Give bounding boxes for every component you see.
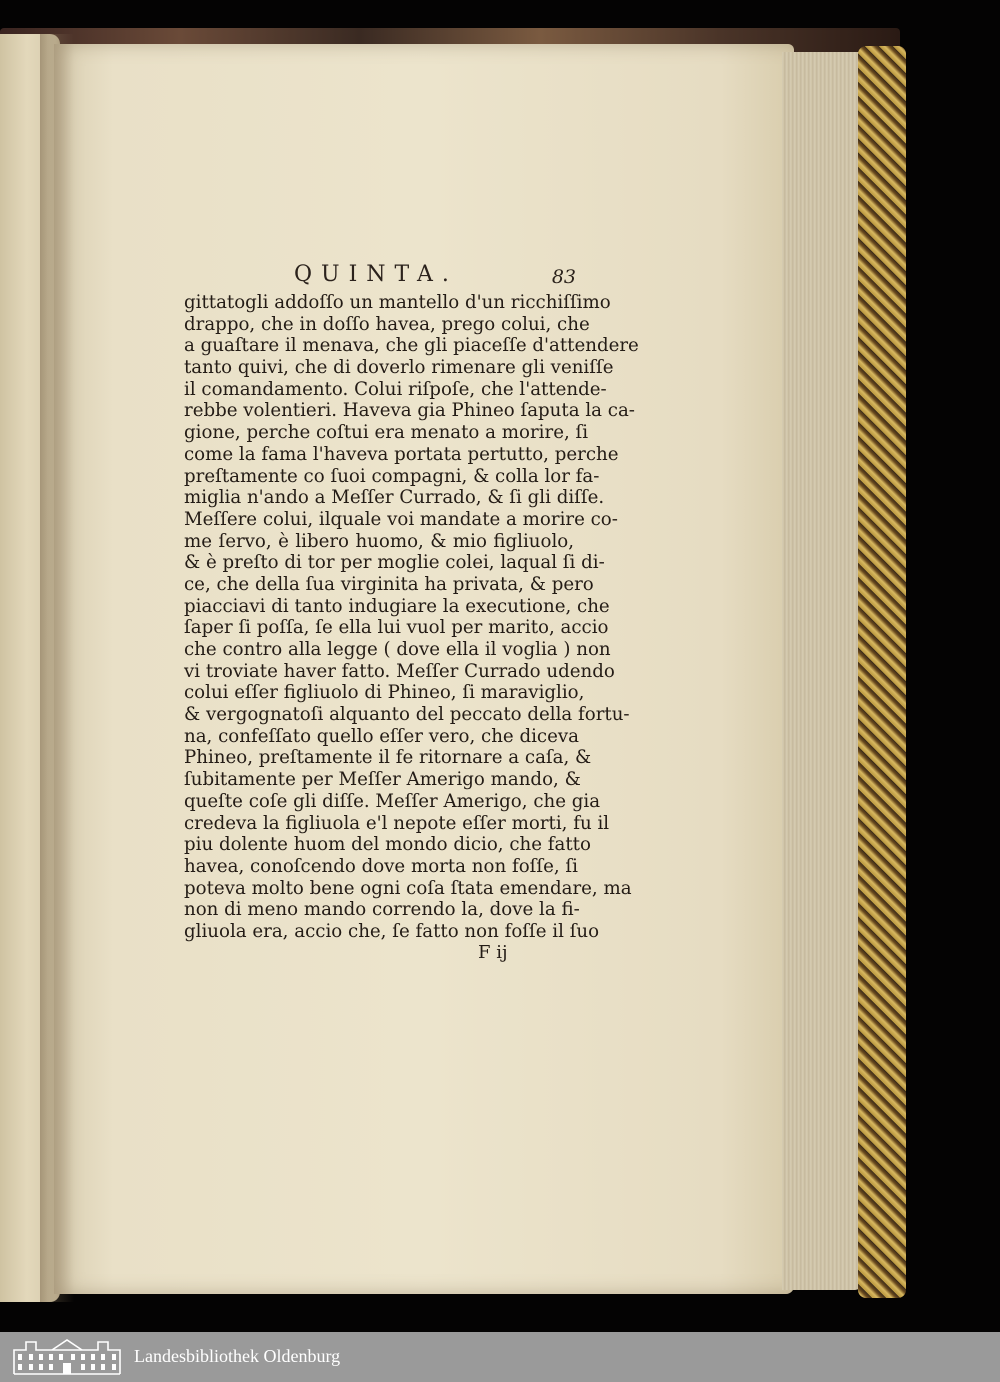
text-line: gliuola era, accio che, ſe fatto non foſſe il ſuo: [184, 920, 600, 942]
footer-bar: [0, 1332, 1000, 1382]
text-line: vi troviate haver fatto. Meſſer Currado udendo: [184, 660, 615, 682]
library-building-icon: [12, 1338, 122, 1376]
text-line: ſubitamente per Meſſer Amerigo mando, &: [184, 769, 581, 791]
body-text: [184, 292, 639, 943]
page-fore-edge: [782, 52, 864, 1290]
text-line: queſte coſe gli diſſe. Meſſer Amerigo, che gia: [184, 790, 601, 812]
text-line: poteva molto bene ogni coſa ſtata emendare, ma: [184, 877, 632, 899]
text-line: che contro alla legge ( dove ella il voglia ) non: [184, 639, 611, 660]
text-line: rebbe volentieri. Haveva gia Phineo ſaputa la ca-: [184, 400, 635, 422]
text-line: Phineo, preſtamente il fe ritornare a caſa, &: [184, 747, 592, 769]
text-line: ce, che della ſua virginita ha privata, & pero: [184, 573, 594, 595]
text-line: na, confeſſato quello eſſer vero, che diceva: [184, 725, 579, 747]
decorated-cover-edge: [858, 46, 906, 1298]
text-line: gione, perche coſtui era menato a morire, ſi: [184, 422, 589, 444]
text-line: il comandamento. Colui riſpoſe, che l'attende-: [184, 378, 607, 400]
text-line: miglia n'ando a Meſſer Currado, & ſi gli diſſe.: [184, 487, 605, 509]
text-line: gittatogli addoſſo un mantello d'un ricchiſſimo: [184, 292, 611, 313]
text-line: Meſſere colui, ilquale voi mandate a morire co-: [184, 508, 618, 530]
signature-mark: F ij: [478, 942, 508, 963]
text-line: credeva la figliuola e'l nepote eſſer morti, fu il: [184, 812, 610, 834]
text-line: & vergognatoſi alquanto del peccato della fortu-: [184, 704, 630, 726]
page-header: [186, 262, 576, 296]
text-line: colui eſſer figliuolo di Phineo, ſi maraviglio,: [184, 682, 585, 704]
text-line: piu dolente huom del mondo dicio, che fatto: [184, 834, 591, 856]
text-line: piacciavi di tanto indugiare la executione, che: [184, 595, 610, 617]
text-line: me ſervo, è libero huomo, & mio figliuolo,: [184, 530, 574, 552]
text-line: non di meno mando correndo la, dove la fi-: [184, 899, 580, 921]
text-line: preſtamente co ſuoi compagni, & colla lor fa-: [184, 465, 600, 487]
page-number: 83: [551, 266, 576, 288]
text-line: tanto quivi, che di doverlo rimenare gli veniſſe: [184, 357, 614, 379]
text-line: a guaſtare il menava, che gli piaceſſe d'attendere: [184, 335, 639, 357]
text-line: come la fama l'haveva portata pertutto, perche: [184, 443, 619, 465]
text-line: & è preſto di tor per moglie colei, laqual ſi di-: [184, 552, 605, 574]
page-gutter: [40, 34, 74, 1302]
running-head: QUINTA.: [294, 262, 458, 287]
text-line: drappo, che in doſſo havea, prego colui, che: [184, 313, 590, 335]
library-name: Landesbibliothek Oldenburg: [134, 1346, 341, 1366]
text-line: havea, conoſcendo dove morta non foſſe, ſi: [184, 855, 578, 877]
text-line: ſaper ſi poſſa, ſe ella lui vuol per marito, accio: [184, 617, 609, 639]
